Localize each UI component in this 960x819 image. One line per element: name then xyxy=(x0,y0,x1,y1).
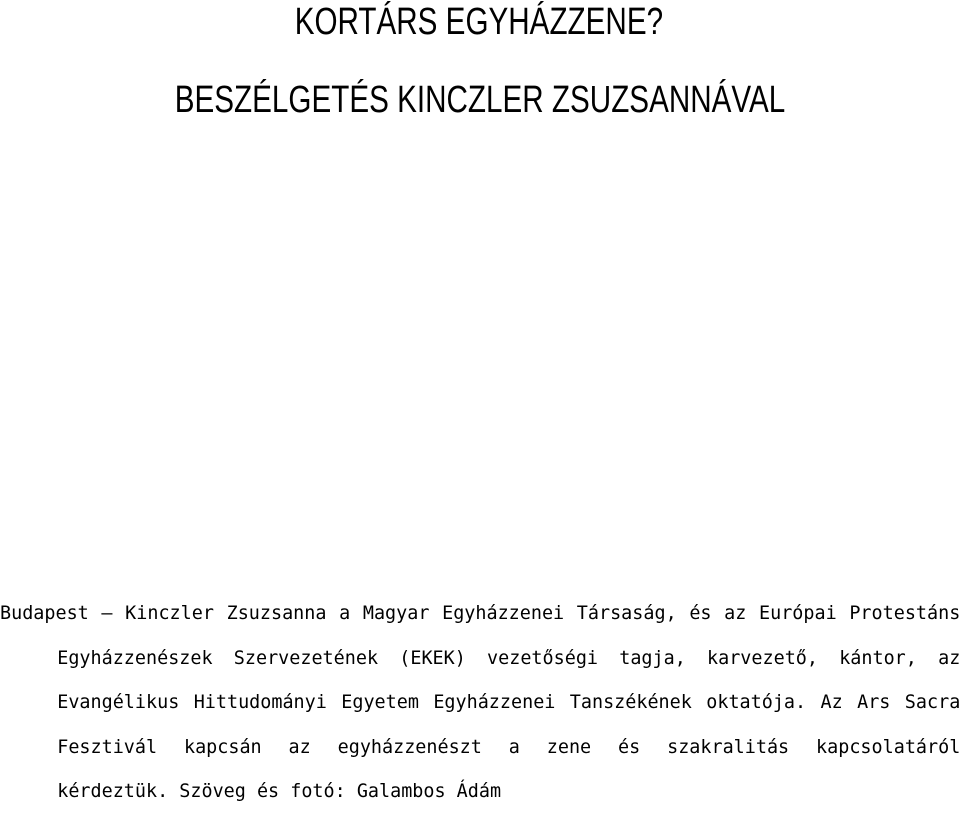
lead-line: Egyházzenészek Szervezetének (EKEK) vezetőségi tagja, karvezető, kántor, az xyxy=(57,646,960,669)
lead-line: Evangélikus Hittudományi Egyetem Egyházzenei Tanszékének oktatója. Az Ars Sacra xyxy=(57,691,960,713)
lead-line: kérdeztük. Szöveg és fotó: Galambos Ádám xyxy=(57,780,502,802)
lead-line: Budapest – Kinczler Zsuzsanna a Magyar Egyházzenei Társaság, és az Európai Protestáns xyxy=(0,602,960,624)
lead-line: Fesztivál kapcsán az egyházzenészt a zene és szakralitás kapcsolatáról xyxy=(57,735,960,758)
article-lead xyxy=(0,596,960,819)
article-subtitle: BESZÉLGETÉS KINCZLER ZSUZSANNÁVAL xyxy=(174,79,786,121)
article-title: KORTÁRS EGYHÁZZENE? xyxy=(294,1,664,43)
